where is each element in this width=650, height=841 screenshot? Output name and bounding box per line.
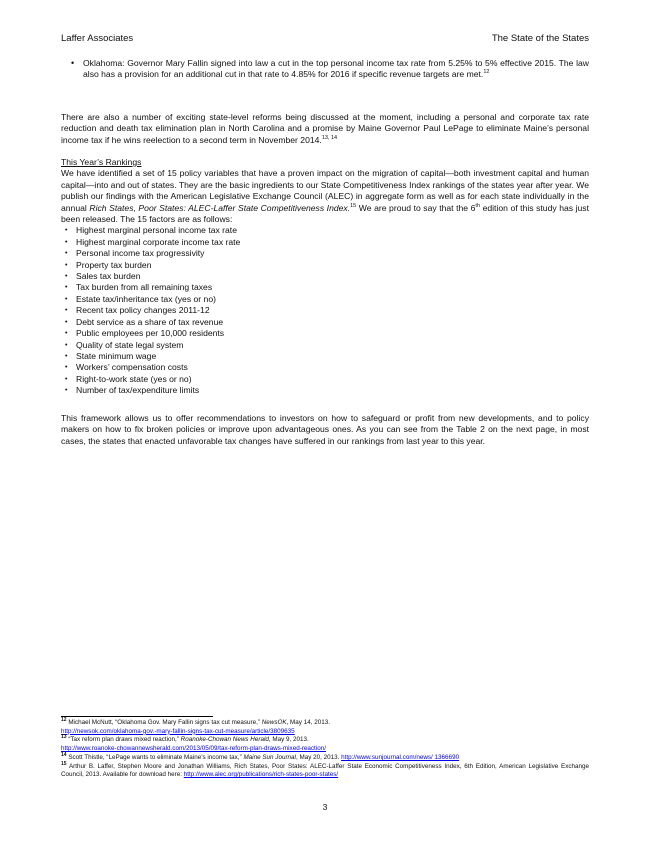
footnote-link[interactable]: http://www.alec.org/publications/rich-states-poor-states/ — [183, 771, 339, 779]
footnote-link[interactable]: http://newsok.com/oklahoma-gov.-mary-fallin-signs-tax-cut-measure/article/3809635 — [61, 727, 295, 735]
factor-item: • Property tax burden — [61, 260, 589, 271]
header-right: The State of the States — [491, 33, 589, 44]
footnote-divider — [61, 716, 213, 717]
factor-item: • Public employees per 10,000 residents — [61, 328, 589, 339]
footnote-number: 12 — [61, 716, 67, 723]
factor-item: • Right-to-work state (yes or no) — [61, 374, 589, 385]
bullet-oklahoma: • Oklahoma: Governor Mary Fallin signed into law a cut in the top personal income tax rate from 5.25% to 5% effective 2015. The law also has a provision for an additional cut in that rate to 4.85% for 2016 if specific revenue targets are met.$^{12}$ — [73, 58, 589, 81]
factor-item: • Personal income tax progressivity — [61, 248, 589, 259]
footnote-14: $^{14}$ Scott Thistle, “LePage wants to eliminate Maine’s income tax,” Maine Sun Journal, May 20, 2013. http://www.sunjournal.com/news/ 1366690 — [61, 751, 460, 761]
footnote-link[interactable]: http://www.sunjournal.com/news/ 1366690 — [341, 753, 460, 761]
factor-item: • Highest marginal corporate income tax rate — [61, 237, 589, 248]
footnote-ref-12[interactable]: 12 — [483, 69, 490, 76]
page-number: 3 — [322, 802, 328, 812]
factor-item: • Sales tax burden — [61, 271, 589, 282]
factor-item: • Quality of state legal system — [61, 340, 589, 351]
footnote-ref-15[interactable]: 15 — [350, 202, 357, 209]
footnote-13: $^{13}$ “Tax reform plan draws mixed reaction,” Roanoke-Chowan News Herald, May 9, 2013. http://www.roanoke-chowannewsherald.com/2013/05/09/tax-reform-plan-draws-mixed-reaction/ — [61, 734, 326, 753]
rankings-section — [61, 157, 589, 397]
factor-item: • Workers’ compensation costs — [61, 362, 589, 373]
factor-item: • State minimum wage — [61, 351, 589, 362]
paragraph-framework: This framework allows us to offer recommendations to investors on how to safeguard or profit from new developments, and to policy makers on how to fix broken policies or improve upon advantageous ones. As you can see from the Table 2 on the next page, in most cases, the states that enacted unfavorable tax changes have suffered in our rankings from last year to this year. — [61, 413, 589, 446]
oklahoma-bullet-block — [61, 58, 589, 81]
footnote-number: 15 — [61, 760, 67, 767]
factor-item: • Tax burden from all remaining taxes — [61, 282, 589, 293]
factors-list — [61, 225, 589, 396]
factor-item: • Number of tax/expenditure limits — [61, 385, 589, 396]
footnote-15: $^{15}$ Arthur B. Laffer, Stephen Moore and Jonathan Williams, Rich States, Poor States: ALEC-Laffer State Economic Competitiveness Index, 6th Edition, American Legislative Exchange Council, 2013. Available for download here: http://www.alec.org/publications/rich-states-poor-states/ — [61, 760, 589, 779]
paragraph-reforms: There are also a number of exciting state-level reforms being discussed at the moment, including a personal and corporate tax rate reduction and death tax elimination plan in North Carolina and a promise by Maine Governor Paul LePage to eliminate Maine’s personal income tax if he wins reelection to a second term in November 2014.$^{13, 14}$ — [61, 112, 589, 145]
footnotes — [61, 716, 589, 780]
header-left: Laffer Associates — [61, 33, 134, 44]
factor-item: • Recent tax policy changes 2011-12 — [61, 305, 589, 316]
factor-item: • Highest marginal personal income tax rate — [61, 225, 589, 236]
factor-item: • Estate tax/inheritance tax (yes or no) — [61, 294, 589, 305]
page-header — [61, 33, 589, 44]
rankings-intro: We have identified a set of 15 policy variables that have a proven impact on the migration of capital—both investment capital and human capital—into and out of states. They are the basic ingredients to our State Competitiveness Index rankings of the states year after year. We publish our findings with the American Legislative Exchange Council (ALEC) in aggregate form as well as for each state individually in the annual Rich States, Poor States: ALEC-Laffer State Competitiveness Index.$^{15}$ We are proud to say that the 6th edition of this study has just been released. The 15 factors are as follows: — [61, 168, 590, 225]
footnote-12: $^{12}$ Michael McNutt, “Oklahoma Gov. Mary Fallin signs tax cut measure,” NewsOK, May 14, 2013. http://newsok.com/oklahoma-gov.-mary-fallin-signs-tax-cut-measure/article/3809635 — [61, 716, 330, 735]
section-title: This Year’s Rankings — [61, 157, 142, 167]
footnote-ref-13-14[interactable]: 13, 14 — [321, 134, 338, 141]
factor-item: • Debt service as a share of tax revenue — [61, 317, 589, 328]
footnote-link[interactable]: http://www.roanoke-chowannewsherald.com/2013/05/09/tax-reform-plan-draws-mixed-reaction/ — [61, 745, 326, 753]
footnote-number: 13 — [61, 734, 67, 741]
footnote-number: 14 — [61, 751, 67, 758]
